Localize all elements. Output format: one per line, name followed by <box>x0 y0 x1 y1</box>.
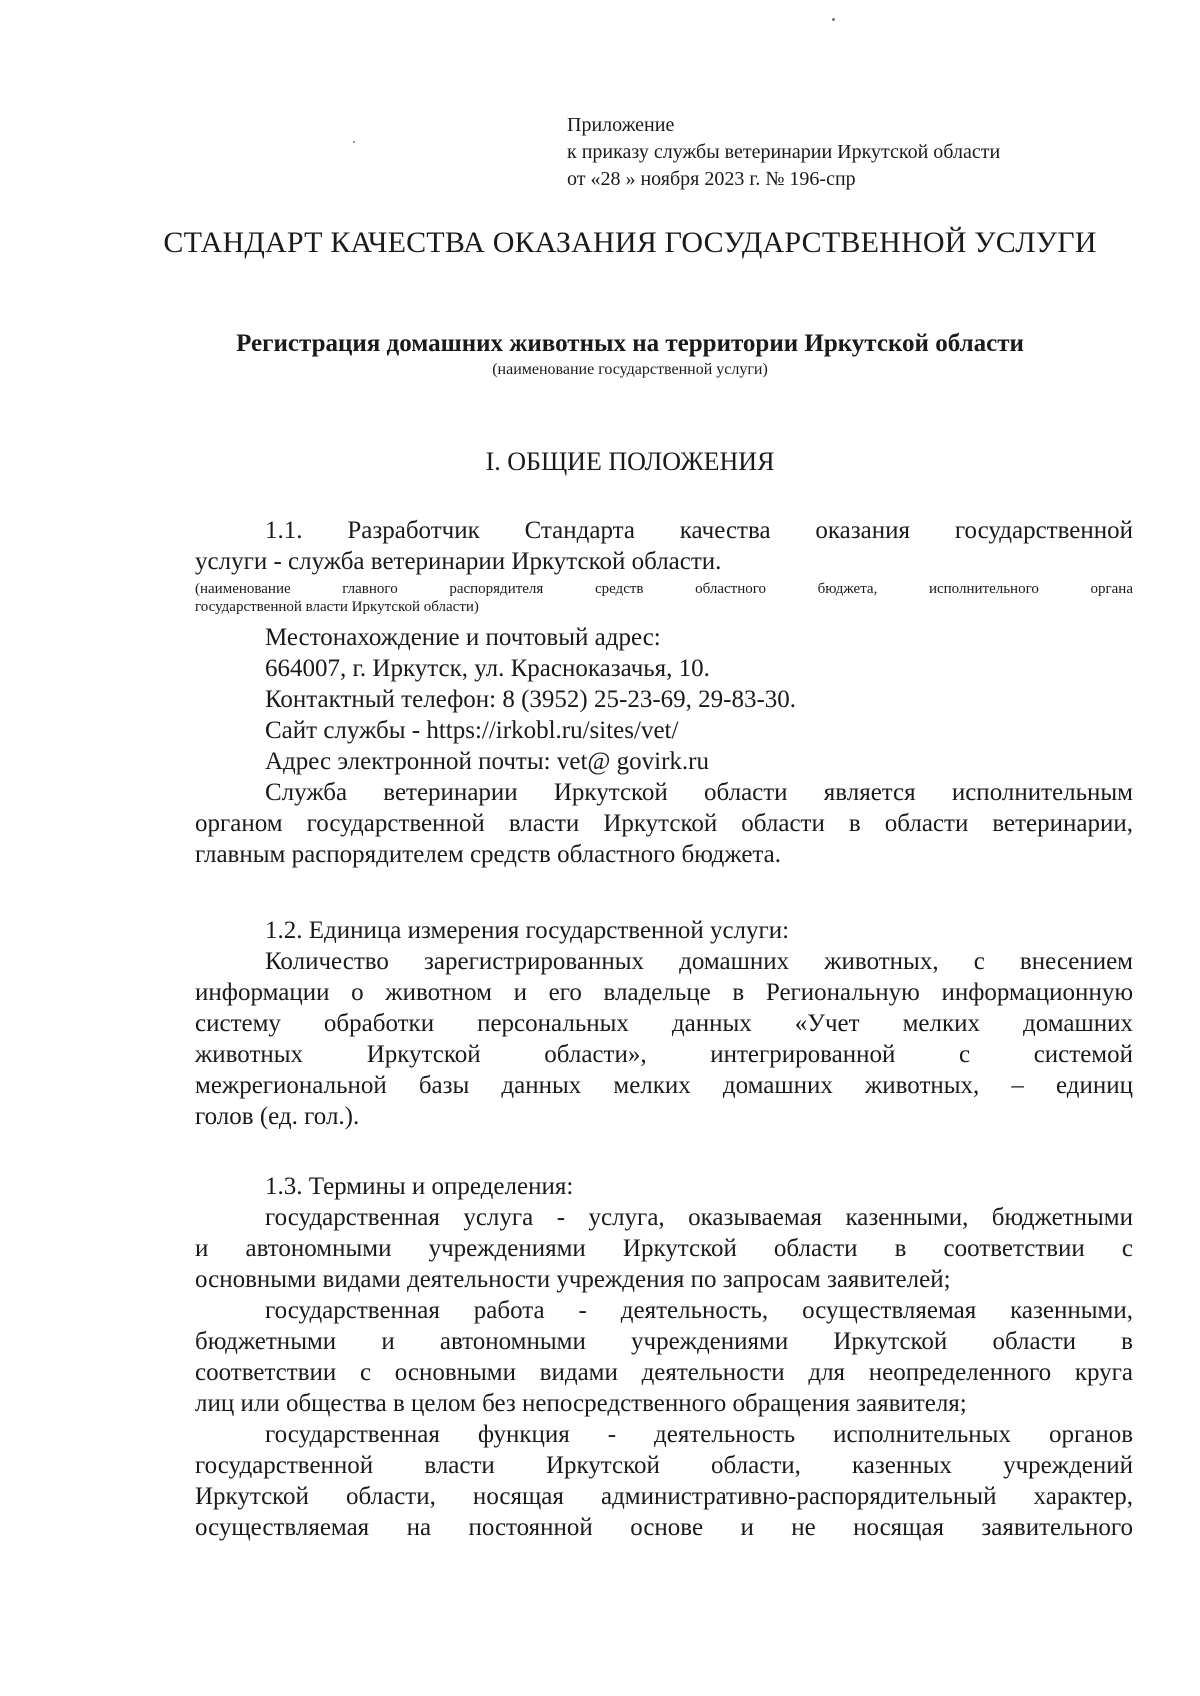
address-label: Местонахождение и почтовый адрес: <box>265 624 661 651</box>
text-line: систему обработки персональных данных «Учет мелких домашних <box>195 1010 1133 1037</box>
text-line: Служба ветеринарии Иркутской области является исполнительным <box>265 779 1133 806</box>
text-line: Иркутской области, носящая административно-распорядительный характер, <box>195 1483 1133 1510</box>
email-address: Адрес электронной почты: vet@ govirk.ru <box>265 748 710 775</box>
text-line: межрегиональной базы данных мелких домашних животных, – единиц <box>195 1072 1133 1099</box>
paragraph-heading: 1.3. Термины и определения: <box>265 1173 574 1200</box>
contact-phone: Контактный телефон: 8 (3952) 25-23-69, 29-83-30. <box>265 686 797 713</box>
text-line: государственная работа - деятельность, осуществляемая казенными, <box>265 1297 1133 1324</box>
annex-line: к приказу службы ветеринарии Иркутской области <box>567 141 1001 163</box>
scan-speck <box>832 18 835 21</box>
developer-note <box>195 580 1133 616</box>
annex-line: от «28 » ноября 2023 г. № 196-спр <box>567 168 856 190</box>
annex-header <box>567 112 1000 193</box>
text-line: главным распорядителем средств областного бюджета. <box>195 841 782 868</box>
service-name: Регистрация домашних животных на территории Иркутской области <box>236 330 1024 357</box>
text-line: голов (ед. гол.). <box>195 1103 360 1130</box>
text-line: информации о животном и его владельце в Региональную информационную <box>195 979 1133 1006</box>
text-line: и автономными учреждениями Иркутской области в соответствии с <box>195 1235 1133 1262</box>
contact-block <box>195 622 1133 870</box>
text-line: бюджетными и автономными учреждениями Иркутской области в <box>195 1328 1133 1355</box>
text-line: услуги - служба ветеринарии Иркутской области. <box>195 548 722 575</box>
text-line: животных Иркутской области», интегрированной с системой <box>195 1041 1133 1068</box>
text-line: 1.1. Разработчик Стандарта качества оказания государственной <box>265 517 1133 544</box>
paragraph-1-2 <box>195 915 1133 1132</box>
text-line: государственной власти Иркутской области, казенных учреждений <box>195 1452 1133 1479</box>
paragraph-heading: 1.2. Единица измерения государственной услуги: <box>265 917 790 944</box>
text-line: Количество зарегистрированных домашних животных, с внесением <box>265 948 1133 975</box>
scan-speck <box>353 141 355 143</box>
document-title: СТАНДАРТ КАЧЕСТВА ОКАЗАНИЯ ГОСУДАРСТВЕННОЙ УСЛУГИ <box>163 226 1097 259</box>
annex-line: Приложение <box>567 114 675 136</box>
website: Сайт службы - https://irkobl.ru/sites/vet/ <box>265 717 679 744</box>
text-line: государственная услуга - услуга, оказываемая казенными, бюджетными <box>265 1204 1133 1231</box>
postal-address: 664007, г. Иркутск, ул. Красноказачья, 10. <box>265 655 710 682</box>
service-name-caption: (наименование государственной услуги) <box>492 361 768 378</box>
paragraph-1-1 <box>195 515 1133 577</box>
text-line: лиц или общества в целом без непосредственного обращения заявителя; <box>195 1390 967 1417</box>
text-line: органом государственной власти Иркутской области в области ветеринарии, <box>195 810 1133 837</box>
text-line: осуществляемая на постоянной основе и не носящая заявительного <box>195 1514 1133 1541</box>
text-line: государственная функция - деятельность исполнительных органов <box>265 1421 1133 1448</box>
text-line: соответствии с основными видами деятельности для неопределенного круга <box>195 1359 1133 1386</box>
note-line: государственной власти Иркутской области) <box>195 599 479 615</box>
paragraph-1-3 <box>195 1171 1133 1543</box>
text-line: основными видами деятельности учреждения по запросам заявителей; <box>195 1266 951 1293</box>
note-line: (наименование главного распорядителя средств областного бюджета, исполнительного органа <box>195 581 1133 597</box>
section-title: I. ОБЩИЕ ПОЛОЖЕНИЯ <box>485 447 775 476</box>
